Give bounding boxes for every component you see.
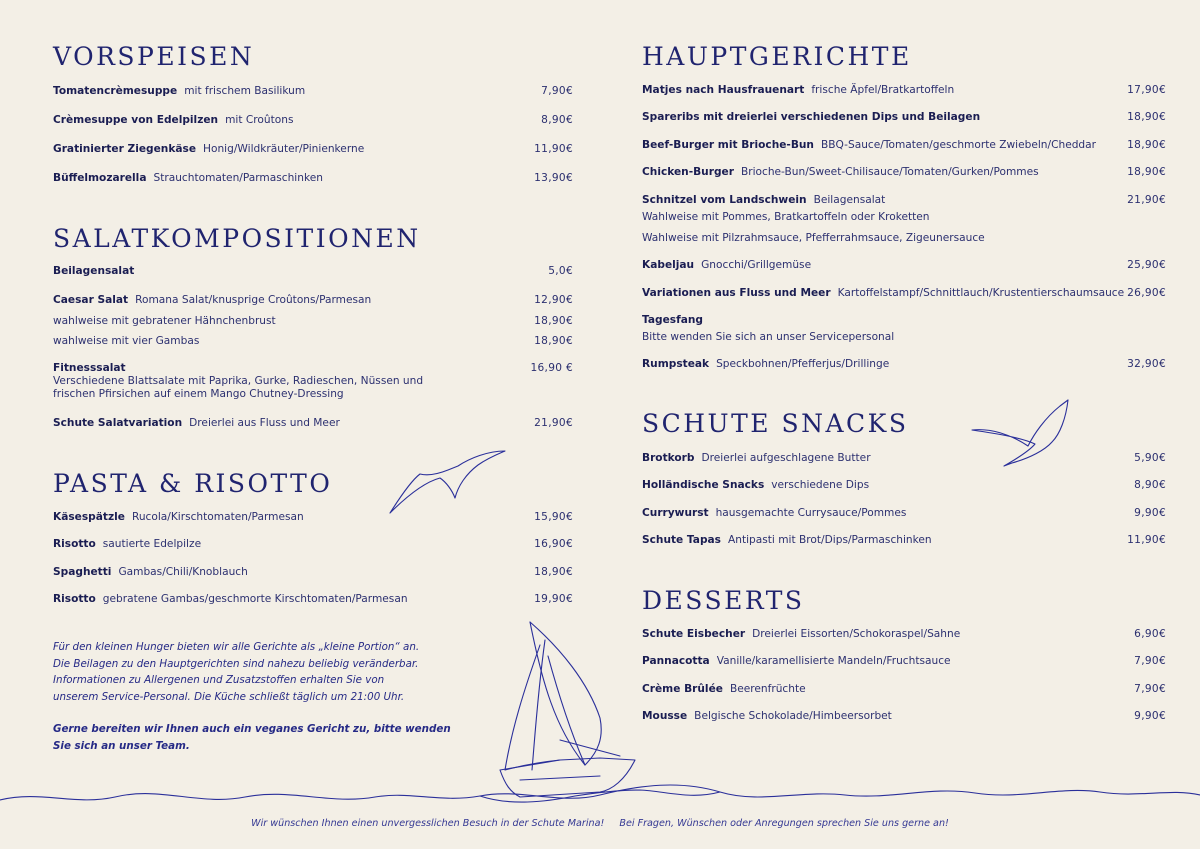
footer: [0, 818, 1200, 829]
menu-item: Schute Eisbecher Dreierlei Eissorten/Schokoraspel/Sahne 6,90€: [642, 628, 1166, 640]
menu-item-option: Bitte wenden Sie sich an unser Servicepersonal: [642, 331, 895, 343]
section-title-pasta-risotto: PASTA & RISOTTO: [53, 469, 333, 498]
menu-item-option: wahlweise mit gebratener Hähnchenbrust 18,90€: [53, 315, 573, 327]
info-note: Für den kleinen Hunger bieten wir alle Gerichte als „kleine Portion“ an. Die Beilagen zu den Hauptgerichten sind nahezu beliebig veränderbar. Informationen zu Allergenen und Zusatzstoffen erhalten Sie von unserem Service-Personal. Die Küche schließt täglich um 21:00 Uhr.: [53, 641, 420, 703]
footer-contact: Bei Fragen, Wünschen oder Anregungen sprechen Sie uns gerne an!: [619, 818, 949, 829]
menu-item: Matjes nach Hausfrauenart frische Äpfel/Bratkartoffeln 17,90€: [642, 84, 1166, 96]
menu-item-option: Wahlweise mit Pommes, Bratkartoffeln oder Kroketten: [642, 211, 930, 223]
menu-item-option: Wahlweise mit Pilzrahmsauce, Pfefferrahmsauce, Zigeunersauce: [642, 232, 985, 244]
menu-item: Fitnesssalat 16,90 € Verschiedene Blattsalate mit Paprika, Gurke, Radieschen, Nüssen und frischen Pfirsichen auf einem Mango Chutney-Dressing: [53, 362, 573, 400]
menu-item: Variationen aus Fluss und Meer Kartoffelstampf/Schnittlauch/Krustentierschaumsauce 26,90€: [642, 287, 1166, 299]
menu-item: Käsespätzle Rucola/Kirschtomaten/Parmesan 15,90€: [53, 511, 573, 523]
menu-item: Tomatencrèmesuppe mit frischem Basilikum 7,90€: [53, 85, 573, 97]
menu-item: Schute Tapas Antipasti mit Brot/Dips/Parmaschinken 11,90€: [642, 534, 1166, 546]
menu-item: Currywurst hausgemachte Currysauce/Pommes 9,90€: [642, 507, 1166, 519]
vegan-note: Gerne bereiten wir Ihnen auch ein veganes Gericht zu, bitte wenden Sie sich an unser Team.: [53, 723, 451, 752]
menu-item: Gratinierter Ziegenkäse Honig/Wildkräuter/Pinienkerne 11,90€: [53, 143, 573, 155]
menu-item: Spareribs mit dreierlei verschiedenen Dips und Beilagen 18,90€: [642, 111, 1166, 123]
menu-item-option: wahlweise mit vier Gambas 18,90€: [53, 335, 573, 347]
menu-item: Beef-Burger mit Brioche-Bun BBQ-Sauce/Tomaten/geschmorte Zwiebeln/Cheddar 18,90€: [642, 139, 1166, 151]
menu-item: Tagesfang: [642, 314, 703, 326]
menu-item: Büffelmozarella Strauchtomaten/Parmaschinken 13,90€: [53, 172, 573, 184]
footer-welcome: Wir wünschen Ihnen einen unvergesslichen Besuch in der Schute Marina!: [251, 818, 605, 829]
section-title-desserts: DESSERTS: [642, 586, 805, 615]
menu-item: Schnitzel vom Landschwein Beilagensalat 21,90€: [642, 194, 1166, 206]
menu-item: Chicken-Burger Brioche-Bun/Sweet-Chilisauce/Tomaten/Gurken/Pommes 18,90€: [642, 166, 1166, 178]
seagull-icon: [390, 451, 505, 513]
menu-item: Crème Brûlée Beerenfrüchte 7,90€: [642, 683, 1166, 695]
menu-item: Brotkorb Dreierlei aufgeschlagene Butter 5,90€: [642, 452, 1166, 464]
section-title-salatkompositionen: SALATKOMPOSITIONEN: [53, 224, 421, 253]
menu-item: Risotto gebratene Gambas/geschmorte Kirschtomaten/Parmesan 19,90€: [53, 593, 573, 605]
menu-item: Pannacotta Vanille/karamellisierte Mandeln/Fruchtsauce 7,90€: [642, 655, 1166, 667]
menu-item: Crèmesuppe von Edelpilzen mit Croûtons 8,90€: [53, 114, 573, 126]
sailboat-icon: [500, 622, 635, 797]
menu-item: Mousse Belgische Schokolade/Himbeersorbet 9,90€: [642, 710, 1166, 722]
menu-item: Beilagensalat 5,0€: [53, 265, 573, 277]
section-title-hauptgerichte: HAUPTGERICHTE: [642, 42, 912, 71]
menu-item: Holländische Snacks verschiedene Dips 8,90€: [642, 479, 1166, 491]
menu-item: Risotto sautierte Edelpilze 16,90€: [53, 538, 573, 550]
section-title-schute-snacks: SCHUTE SNACKS: [642, 409, 909, 438]
menu-item: Caesar Salat Romana Salat/knusprige Croûtons/Parmesan 12,90€: [53, 294, 573, 306]
menu-item: Spaghetti Gambas/Chili/Knoblauch 18,90€: [53, 566, 573, 578]
section-title-vorspeisen: VORSPEISEN: [53, 42, 255, 71]
menu-item: Kabeljau Gnocchi/Grillgemüse 25,90€: [642, 259, 1166, 271]
menu-item: Rumpsteak Speckbohnen/Pfefferjus/Drillinge 32,90€: [642, 358, 1166, 370]
menu-item: Schute Salatvariation Dreierlei aus Fluss und Meer 21,90€: [53, 417, 573, 429]
